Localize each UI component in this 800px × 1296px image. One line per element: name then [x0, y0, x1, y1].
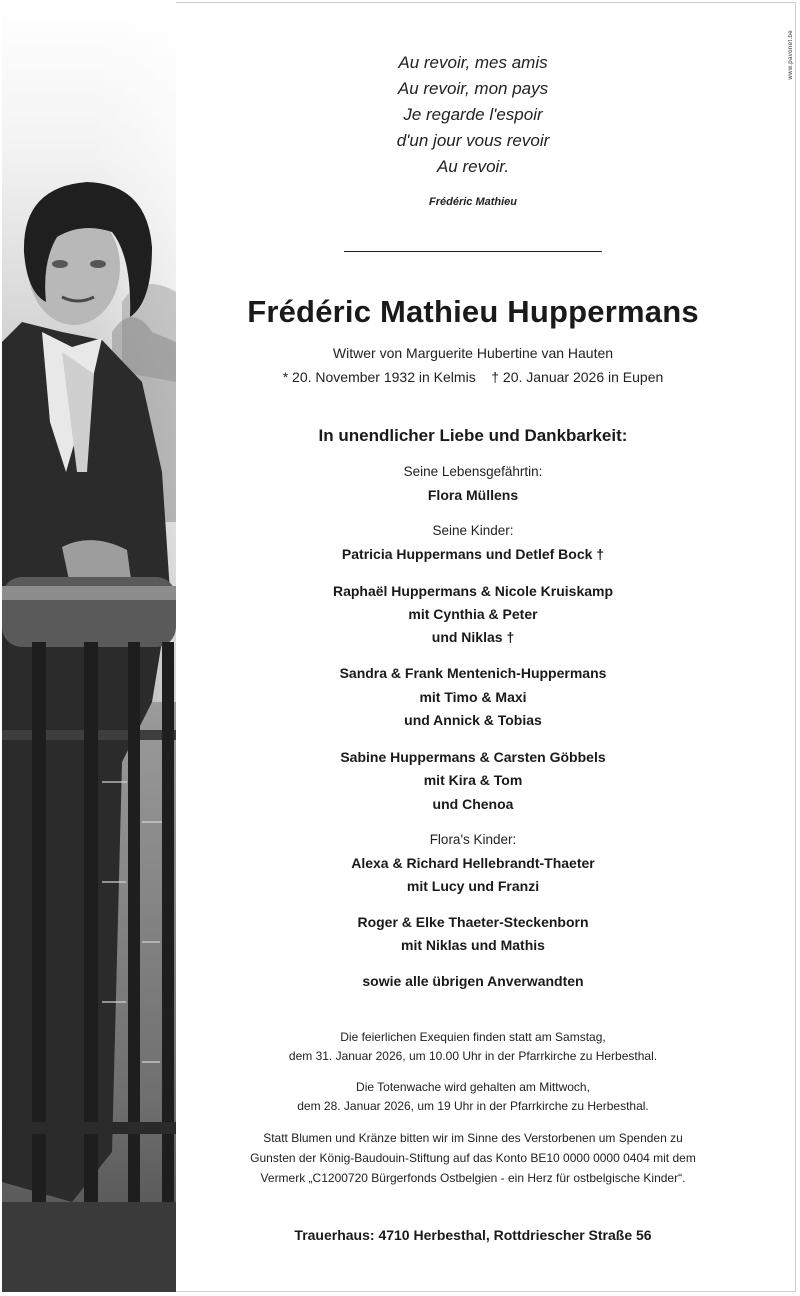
donation-info: Vermerk „C1200720 Bürgerfonds Ostbelgien - ein Herz für ostbelgische Kinder“. [260, 1171, 686, 1185]
deceased-name: Frédéric Mathieu Huppermans [247, 294, 699, 329]
poem-line: Au revoir, mon pays [397, 79, 549, 98]
donation-info: Gunsten der König-Baudouin-Stiftung auf das Konto BE10 0000 0000 0404 mit dem [250, 1151, 696, 1165]
mourners-heading: In unendlicher Liebe und Dankbarkeit: [318, 426, 628, 445]
flora-child-family: Roger & Elke Thaeter-Steckenborn [357, 914, 589, 930]
other-relatives: sowie alle übrigen Anverwandten [362, 973, 584, 989]
flora-child-family: mit Lucy und Franzi [406, 878, 540, 894]
partner-name: Flora Müllens [427, 487, 519, 503]
mourning-house-address: Trauerhaus: 4710 Herbesthal, Rottdriescher Straße 56 [294, 1227, 652, 1243]
wake-info: Die Totenwache wird gehalten am Mittwoch, [356, 1080, 590, 1094]
exequies-info: Die feierlichen Exequien finden statt am Samstag, [340, 1030, 606, 1044]
portrait-photo [2, 2, 176, 1292]
life-dates: * 20. November 1932 in Kelmis † 20. Januar 2026 in Eupen [282, 369, 664, 385]
exequies-info: dem 31. Januar 2026, um 10.00 Uhr in der Pfarrkirche zu Herbesthal. [288, 1049, 658, 1063]
poem-line: Au revoir. [436, 157, 510, 176]
partner-label: Seine Lebensgefährtin: [403, 464, 543, 479]
child-family: und Chenoa [432, 796, 514, 812]
poem-author: Frédéric Mathieu [428, 196, 518, 208]
divider [344, 251, 602, 252]
flora-child-family: Alexa & Richard Hellebrandt-Thaeter [351, 855, 595, 871]
child-family: und Annick & Tobias [404, 712, 542, 728]
child-family: mit Timo & Maxi [419, 689, 527, 705]
child-family: Patricia Huppermans und Detlef Bock † [341, 546, 605, 562]
children-label: Seine Kinder: [432, 523, 514, 538]
child-family: mit Cynthia & Peter [408, 606, 538, 622]
child-family: Sandra & Frank Mentenich-Huppermans [339, 665, 607, 681]
poem-line: d'un jour vous revoir [396, 131, 550, 150]
child-family: Sabine Huppermans & Carsten Göbbels [340, 749, 606, 765]
watermark: www.pavonet.be [788, 30, 794, 80]
wake-info: dem 28. Januar 2026, um 19 Uhr in der Pfarrkirche zu Herbesthal. [297, 1099, 649, 1113]
child-family: mit Kira & Tom [423, 772, 523, 788]
donation-info: Statt Blumen und Kränze bitten wir im Sinne des Verstorbenen um Spenden zu [263, 1131, 683, 1145]
poem-line: Je regarde l'espoir [403, 105, 543, 124]
child-family: und Niklas † [431, 629, 515, 645]
flora-children-label: Flora's Kinder: [429, 832, 517, 847]
widower-line: Witwer von Marguerite Hubertine van Hauten [332, 345, 614, 361]
obituary-content [178, 0, 768, 1296]
poem-line: Au revoir, mes amis [398, 53, 548, 72]
flora-child-family: mit Niklas und Mathis [401, 937, 545, 953]
child-family: Raphaël Huppermans & Nicole Kruiskamp [332, 583, 614, 599]
